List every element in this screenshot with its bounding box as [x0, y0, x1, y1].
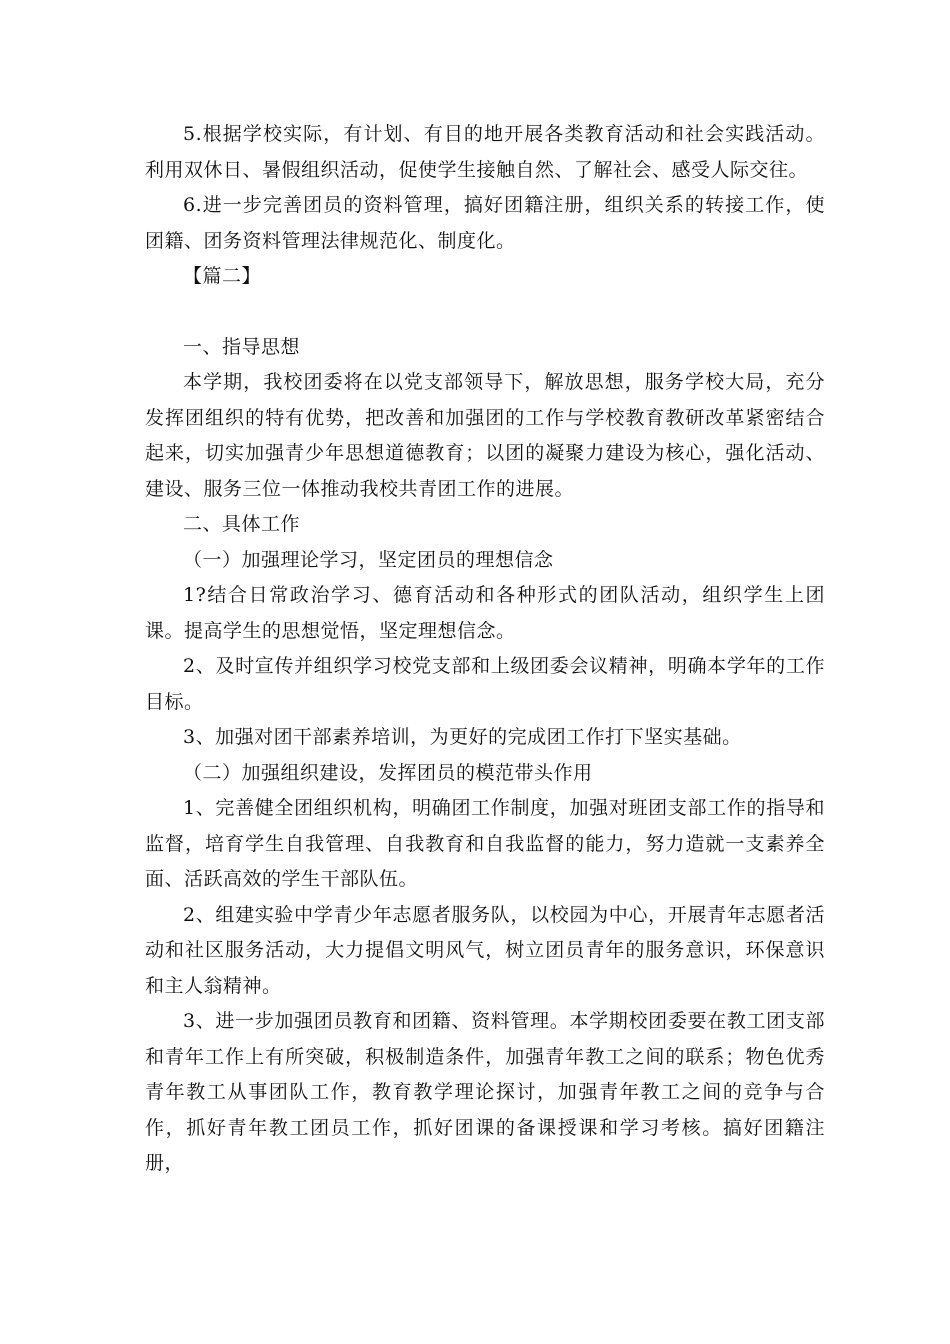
section-heading-part-two: 【篇二】 — [183, 265, 262, 287]
paragraph-organization-1: 1、完善健全团组织机构，明确团工作制度，加强对班团支部工作的指导和监督，培育学生自我管理、自我教育和自我监督的能力，努力造就一支素养全面、活跃高效的学生干部队伍。 — [145, 797, 825, 890]
subheading-theory-study: （一）加强理论学习，坚定团员的理想信念 — [183, 548, 554, 571]
paragraph-guiding-ideology: 本学期，我校团委将在以党支部领导下，解放思想，服务学校大局，充分发挥团组织的特有优势，把改善和加强团的工作与学校教育教研改革紧密结合起来，切实加强青少年思想道德教育；以团的凝聚力建设为核心，强化活动、建设、服务三位一体推动我校共青团工作的进展。 — [145, 371, 825, 500]
subheading-organization: （二）加强组织建设，发挥团员的模范带头作用 — [183, 761, 593, 784]
paragraph-theory-1: 1?结合日常政治学习、德育活动和各种形式的团队活动，组织学生上团课。提高学生的思想觉悟，坚定理想信念。 — [145, 584, 825, 642]
document-body — [145, 117, 825, 1182]
paragraph-organization-3: 3、进一步加强团员教育和团籍、资料管理。本学期校团委要在教工团支部和青年工作上有所突破，积极制造条件，加强青年教工之间的联系；物色优秀青年教工从事团队工作，教育教学理论探讨，加强青年教工之间的竞争与合作，抓好青年教工团员工作，抓好团课的备课授课和学习考核。搞好团籍注册， — [145, 1010, 825, 1174]
heading-guiding-ideology: 一、指导思想 — [183, 335, 301, 358]
paragraph-organization-2: 2、组建实验中学青少年志愿者服务队，以校园为中心，开展青年志愿者活动和社区服务活动，大力提倡文明风气，树立团员青年的服务意识，环保意识和主人翁精神。 — [145, 903, 825, 997]
paragraph-theory-3: 3、加强对团干部素养培训，为更好的完成团工作打下坚实基础。 — [183, 726, 742, 748]
heading-specific-work: 二、具体工作 — [183, 513, 301, 535]
paragraph-item-6: 6.进一步完善团员的资料管理，搞好团籍注册，组织关系的转接工作，使团籍、团务资料管理法律规范化、制度化。 — [145, 194, 825, 252]
paragraph-item-5: 5.根据学校实际，有计划、有目的地开展各类教育活动和社会实践活动。利用双休日、暑假组织活动，促使学生接触自然、了解社会、感受人际交往。 — [145, 123, 825, 181]
paragraph-theory-2: 2、及时宣传并组织学习校党支部和上级团委会议精神，明确本学年的工作目标。 — [145, 655, 825, 713]
